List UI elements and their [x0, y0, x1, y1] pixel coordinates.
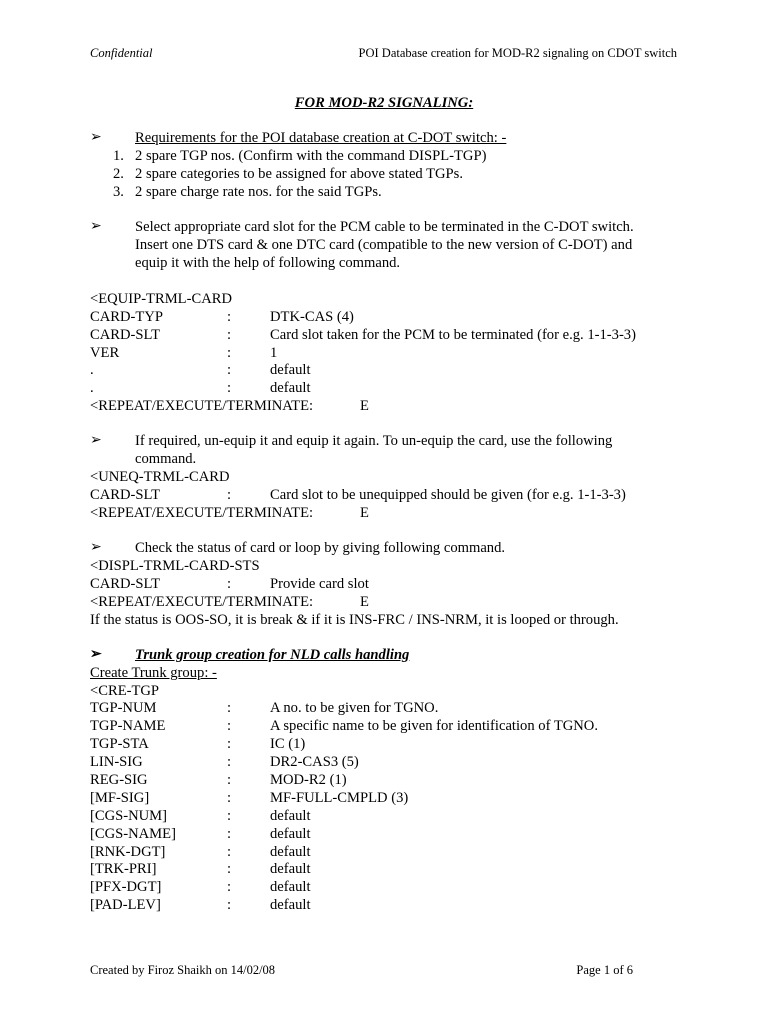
unequip-paragraph-line: If required, un-equip it and equip it again. To un-equip the card, use the following [135, 433, 613, 449]
param-sep: : [227, 861, 232, 877]
param-key: [PFX-DGT] [90, 879, 162, 895]
page-title: FOR MOD-R2 SIGNALING: [294, 95, 474, 111]
param-sep: : [227, 487, 232, 503]
param-key: . [90, 362, 94, 378]
status-paragraph: Check the status of card or loop by giving following command. [135, 540, 506, 556]
footer-author: Created by Firoz Shaikh on 14/02/08 [90, 963, 276, 977]
param-value: A specific name to be given for identification of TGNO. [270, 718, 598, 734]
unequip-command: <UNEQ-TRML-CARD [90, 469, 230, 485]
param-value: default [270, 879, 311, 895]
trunk-heading: Trunk group creation for NLD calls handling [135, 647, 410, 663]
list-number: 2. [113, 166, 124, 182]
list-number: 1. [113, 148, 124, 164]
param-value: default [270, 861, 311, 877]
bullet-arrow-icon: ➢ [90, 433, 102, 448]
list-item: 2 spare categories to be assigned for above stated TGPs. [135, 166, 463, 182]
bullet-arrow-icon: ➢ [90, 219, 102, 234]
param-sep: : [227, 754, 232, 770]
repeat-value: E [360, 594, 369, 610]
param-key: [RNK-DGT] [90, 844, 166, 860]
param-sep: : [227, 844, 232, 860]
param-key: [CGS-NAME] [90, 826, 176, 842]
param-sep: : [227, 700, 232, 716]
param-key: TGP-NUM [90, 700, 157, 716]
param-sep: : [227, 362, 232, 378]
param-value: DR2-CAS3 (5) [270, 754, 359, 770]
param-key: CARD-SLT [90, 576, 161, 592]
param-sep: : [227, 345, 232, 361]
param-sep: : [227, 790, 232, 806]
status-note: If the status is OOS-SO, it is break & if it is INS-FRC / INS-NRM, it is looped or through. [90, 612, 619, 628]
param-value: default [270, 844, 311, 860]
requirements-heading: Requirements for the POI database creation at C-DOT switch: - [135, 130, 507, 146]
param-key: [PAD-LEV] [90, 897, 161, 913]
param-sep: : [227, 380, 232, 396]
param-value: default [270, 897, 311, 913]
header-confidential: Confidential [90, 46, 153, 60]
param-key: [MF-SIG] [90, 790, 150, 806]
bullet-arrow-icon: ➢ [90, 540, 102, 555]
repeat-label: <REPEAT/EXECUTE/TERMINATE: [90, 398, 314, 414]
footer-page-number: Page 1 of 6 [576, 963, 633, 977]
unequip-paragraph-line: command. [135, 451, 197, 467]
param-sep: : [227, 897, 232, 913]
header-doc-title: POI Database creation for MOD-R2 signaling on CDOT switch [358, 46, 677, 60]
param-value: Card slot to be unequipped should be given (for e.g. 1-1-3-3) [270, 487, 626, 503]
equip-command: <EQUIP-TRML-CARD [90, 291, 233, 307]
param-sep: : [227, 576, 232, 592]
param-sep: : [227, 736, 232, 752]
param-key: [CGS-NUM] [90, 808, 168, 824]
select-paragraph-line: Select appropriate card slot for the PCM cable to be terminated in the C-DOT switch. [135, 219, 634, 235]
param-sep: : [227, 327, 232, 343]
repeat-value: E [360, 398, 369, 414]
param-key: LIN-SIG [90, 754, 143, 770]
param-key: TGP-STA [90, 736, 149, 752]
param-sep: : [227, 772, 232, 788]
param-key: CARD-SLT [90, 327, 161, 343]
param-sep: : [227, 808, 232, 824]
bullet-arrow-icon: ➢ [90, 130, 102, 145]
list-item: 2 spare charge rate nos. for the said TGPs. [135, 184, 382, 200]
param-key: [TRK-PRI] [90, 861, 157, 877]
param-value: IC (1) [270, 736, 306, 752]
bullet-arrow-icon: ➢ [90, 647, 102, 662]
select-paragraph-line: equip it with the help of following command. [135, 255, 401, 271]
param-value: default [270, 826, 311, 842]
param-key: TGP-NAME [90, 718, 166, 734]
param-sep: : [227, 826, 232, 842]
select-paragraph-line: Insert one DTS card & one DTC card (compatible to the new version of C-DOT) and [135, 237, 633, 253]
param-value: Provide card slot [270, 576, 369, 592]
list-number: 3. [113, 184, 124, 200]
param-value: default [270, 808, 311, 824]
param-key: CARD-TYP [90, 309, 163, 325]
list-item: 2 spare TGP nos. (Confirm with the command DISPL-TGP) [135, 148, 487, 164]
param-sep: : [227, 879, 232, 895]
param-value: A no. to be given for TGNO. [270, 700, 439, 716]
param-value: MOD-R2 (1) [270, 772, 347, 788]
param-value: Card slot taken for the PCM to be terminated (for e.g. 1-1-3-3) [270, 327, 636, 343]
param-value: DTK-CAS (4) [270, 309, 354, 325]
param-key: VER [90, 345, 120, 361]
repeat-label: <REPEAT/EXECUTE/TERMINATE: [90, 594, 314, 610]
trunk-command: <CRE-TGP [90, 683, 160, 699]
param-sep: : [227, 309, 232, 325]
param-key: CARD-SLT [90, 487, 161, 503]
status-command: <DISPL-TRML-CARD-STS [90, 558, 260, 574]
param-value: 1 [270, 345, 278, 361]
param-sep: : [227, 718, 232, 734]
trunk-subheading: Create Trunk group: - [90, 665, 217, 681]
repeat-value: E [360, 505, 369, 521]
param-value: default [270, 362, 311, 378]
param-key: . [90, 380, 94, 396]
param-key: REG-SIG [90, 772, 148, 788]
param-value: default [270, 380, 311, 396]
param-value: MF-FULL-CMPLD (3) [270, 790, 409, 806]
repeat-label: <REPEAT/EXECUTE/TERMINATE: [90, 505, 314, 521]
